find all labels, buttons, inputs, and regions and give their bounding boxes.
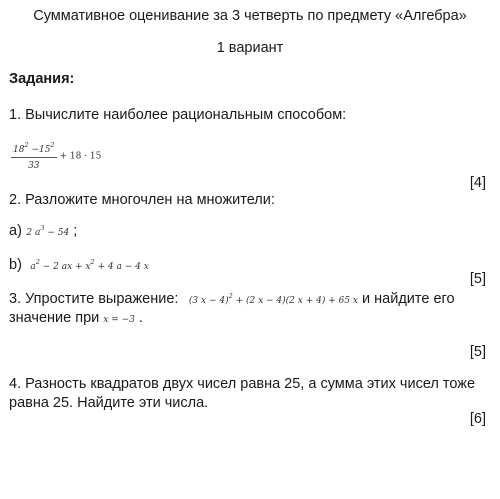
task-1-tail: + 18 · 15 bbox=[59, 151, 102, 162]
numerator-term-b: 15 bbox=[39, 145, 51, 155]
task-3-exponent: 2 bbox=[228, 292, 233, 300]
task-2-points: [5] bbox=[469, 271, 486, 287]
task-3-period: . bbox=[134, 310, 143, 326]
task-2b-exponent-1: 2 bbox=[35, 258, 40, 266]
document-title: Суммативное оценивание за 3 четверть по предмету «Алгебра» bbox=[33, 8, 467, 24]
task-4-line-2: равна 25. Найдите эти числа. bbox=[9, 395, 209, 411]
numerator-exponent-a: 2 bbox=[24, 141, 29, 149]
task-3-term-1: (3 x − 4) bbox=[188, 296, 229, 306]
task-2b-term-1: a bbox=[30, 262, 36, 272]
task-3-points: [5] bbox=[469, 344, 486, 360]
task-2a-term-1: 2 a bbox=[26, 228, 41, 238]
minus-sign: − bbox=[31, 145, 40, 155]
task-2b-term-2: − 2 ax + x bbox=[39, 262, 91, 272]
fraction-numerator bbox=[11, 141, 57, 158]
task-3-text: 3. Упростите выражение: bbox=[9, 291, 179, 307]
task-3-line-2 bbox=[9, 309, 143, 327]
task-3-value-text: значение при bbox=[9, 310, 104, 326]
numerator-term-a: 18 bbox=[13, 145, 25, 155]
task-3-x-value: x = −3 bbox=[103, 315, 135, 325]
task-2b-label: b) bbox=[9, 257, 22, 273]
task-2b bbox=[9, 256, 149, 274]
task-3-line-1 bbox=[9, 290, 455, 308]
task-4-line-1: 4. Разность квадратов двух чисел равна 25, а сумма этих чисел тоже bbox=[9, 376, 476, 392]
numerator-exponent-b: 2 bbox=[50, 141, 55, 149]
task-3-term-2: + (2 x − 4)(2 x + 4) + 65 x bbox=[232, 296, 358, 306]
task-2a-semicolon: ; bbox=[69, 223, 78, 239]
task-1-text: 1. Вычислите наиболее рациональным способом: bbox=[9, 107, 347, 123]
task-1-formula bbox=[11, 141, 101, 171]
task-1-points: [4] bbox=[469, 175, 486, 191]
task-2a-label: а) bbox=[9, 223, 22, 239]
variant-label: 1 вариант bbox=[216, 40, 284, 56]
task-2a bbox=[9, 222, 77, 240]
fraction-denominator: 33 bbox=[28, 161, 40, 171]
task-2b-exponent-2: 2 bbox=[90, 258, 95, 266]
task-1-fraction bbox=[11, 141, 57, 171]
tasks-heading: Задания: bbox=[9, 71, 75, 87]
task-3-text-continued: и найдите его bbox=[358, 291, 455, 307]
task-2a-exponent: 3 bbox=[40, 224, 45, 232]
task-2b-term-3: + 4 a − 4 x bbox=[94, 262, 149, 272]
task-2a-term-2: − 54 bbox=[44, 228, 70, 238]
task-3-formula bbox=[188, 292, 358, 306]
task-2a-formula bbox=[26, 224, 70, 238]
task-4-points: [6] bbox=[469, 411, 486, 427]
task-2-text: 2. Разложите многочлен на множители: bbox=[9, 192, 275, 208]
task-2b-formula bbox=[30, 258, 149, 272]
